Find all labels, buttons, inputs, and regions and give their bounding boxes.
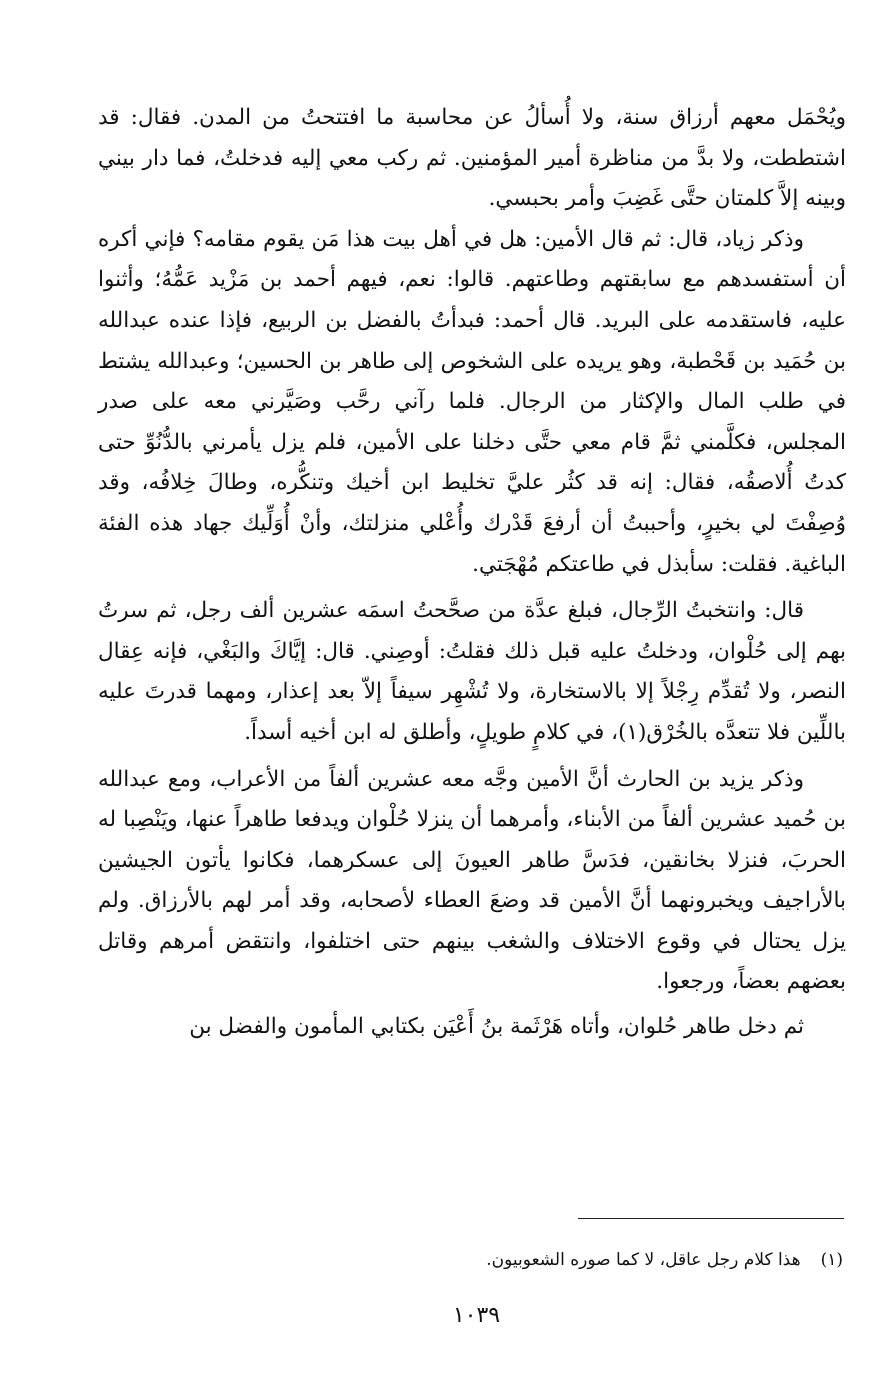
main-text <box>98 98 846 1048</box>
paragraph-3: قال: وانتخبتُ الرِّجال، فبلغ عدَّة من صحَّحتُ اسمَه عشرين ألف رجل، ثم سرتُ بهم إلى حُلْوان، ودخلتُ عليه قبل ذلك فقلتُ: أوصِني. قال: إيَّاكَ والبَغْي، فإنه عِقال النصر، ولا تُقدِّم رِجْلاً إلا بالاستخارة، ولا تُشْهِر سيفاً إلاّ بعد إعذار، ومهما قدرتَ عليه باللِّين فلا تتعدَّه بالخُرْق(١)، في كلامٍ طويلٍ، وأطلق له ابن أخيه أسداً. <box>98 598 846 745</box>
footnote <box>103 1246 843 1274</box>
paragraph-1: ويُحْمَل معهم أرزاق سنة، ولا أُسألُ عن محاسبة ما افتتحتُ من المدن. فقال: قد اشتططت، ولا بدَّ من مناظرة أمير المؤمنين. ثم ركب معي إليه فدخلتُ، فما دار بيني وبينه إلاَّ كلمتان حتَّى غَضِبَ وأمر بحبسي. <box>98 105 846 212</box>
footnote-divider <box>578 1218 844 1219</box>
footnote-text: هذا كلام رجل عاقل، لا كما صوره الشعوبيون. <box>486 1250 801 1270</box>
paragraph-2: وذكر زياد، قال: ثم قال الأمين: هل في أهل بيت هذا مَن يقوم مقامه؟ فإني أكره أن أستفسدهم مع سابقتهم وطاعتهم. قالوا: نعم، فيهم أحمد بن مَزْيد عَمُّهُ؛ وأثنوا عليه، فاستقدمه على البريد. قال أحمد: فبدأتُ بالفضل بن الربيع، فإذا عنده عبدالله بن حُمَيد بن قَحْطبة، وهو يريده على الشخوص إلى طاهر بن الحسين؛ وعبدالله يشتط في طلب المال والإكثار من الرجال. فلما رآني رحَّب وصَيَّرني معه على صدر المجلس، فكلَّمني ثمَّ قام معي حتَّى دخلنا على الأمين، فلم يزل يأمرني بالدُّنُوِّ حتى كدتُ أُلاصقُه، فقال: إنه قد كثُر عليَّ تخليط ابن أخيك وتنكُّره، وطالَ خِلافُه، وقد وُصِفْتَ لي بخيرٍ، وأحببتُ أن أرفعَ قَدْرك وأُعْلي منزلتك، وأنْ أُوَلِّيك جهاد هذه الفئة الباغية. فقلت: سأبذل في طاعتكم مُهْجَتي. <box>98 226 846 577</box>
paragraph-4: وذكر يزيد بن الحارث أنَّ الأمين وجَّه معه عشرين ألفاً من الأعراب، ومع عبدالله بن حُميد عشرين ألفاً من الأبناء، وأمرهما أن ينزلا حُلْوان ويدفعا طاهراً عنها، ويَنْصِبا له الحربَ، فنزلا بخانقين، فدَسَّ طاهر العيونَ إلى عسكرهما، فكانوا يأتون الجيشين بالأراجيف ويخبرونهما أنَّ الأمين قد وضعَ العطاء لأصحابه، وقد أمر لهم بالأرزاق. ولم يزل يحتال في وقوع الاختلاف والشغب بينهم حتى اختلفوا، وانتقض أمرهم وقاتل بعضهم بعضاً، ورجعوا. <box>98 766 846 995</box>
footnote-marker: (١) <box>820 1250 843 1270</box>
page-number: ١٠٣٩ <box>452 1303 501 1328</box>
paragraph-5: ثم دخل طاهر حُلوان، وأتاه هَرْثَمة بنُ أَعْيَن بكتابي المأمون والفضل بن <box>189 1014 804 1040</box>
